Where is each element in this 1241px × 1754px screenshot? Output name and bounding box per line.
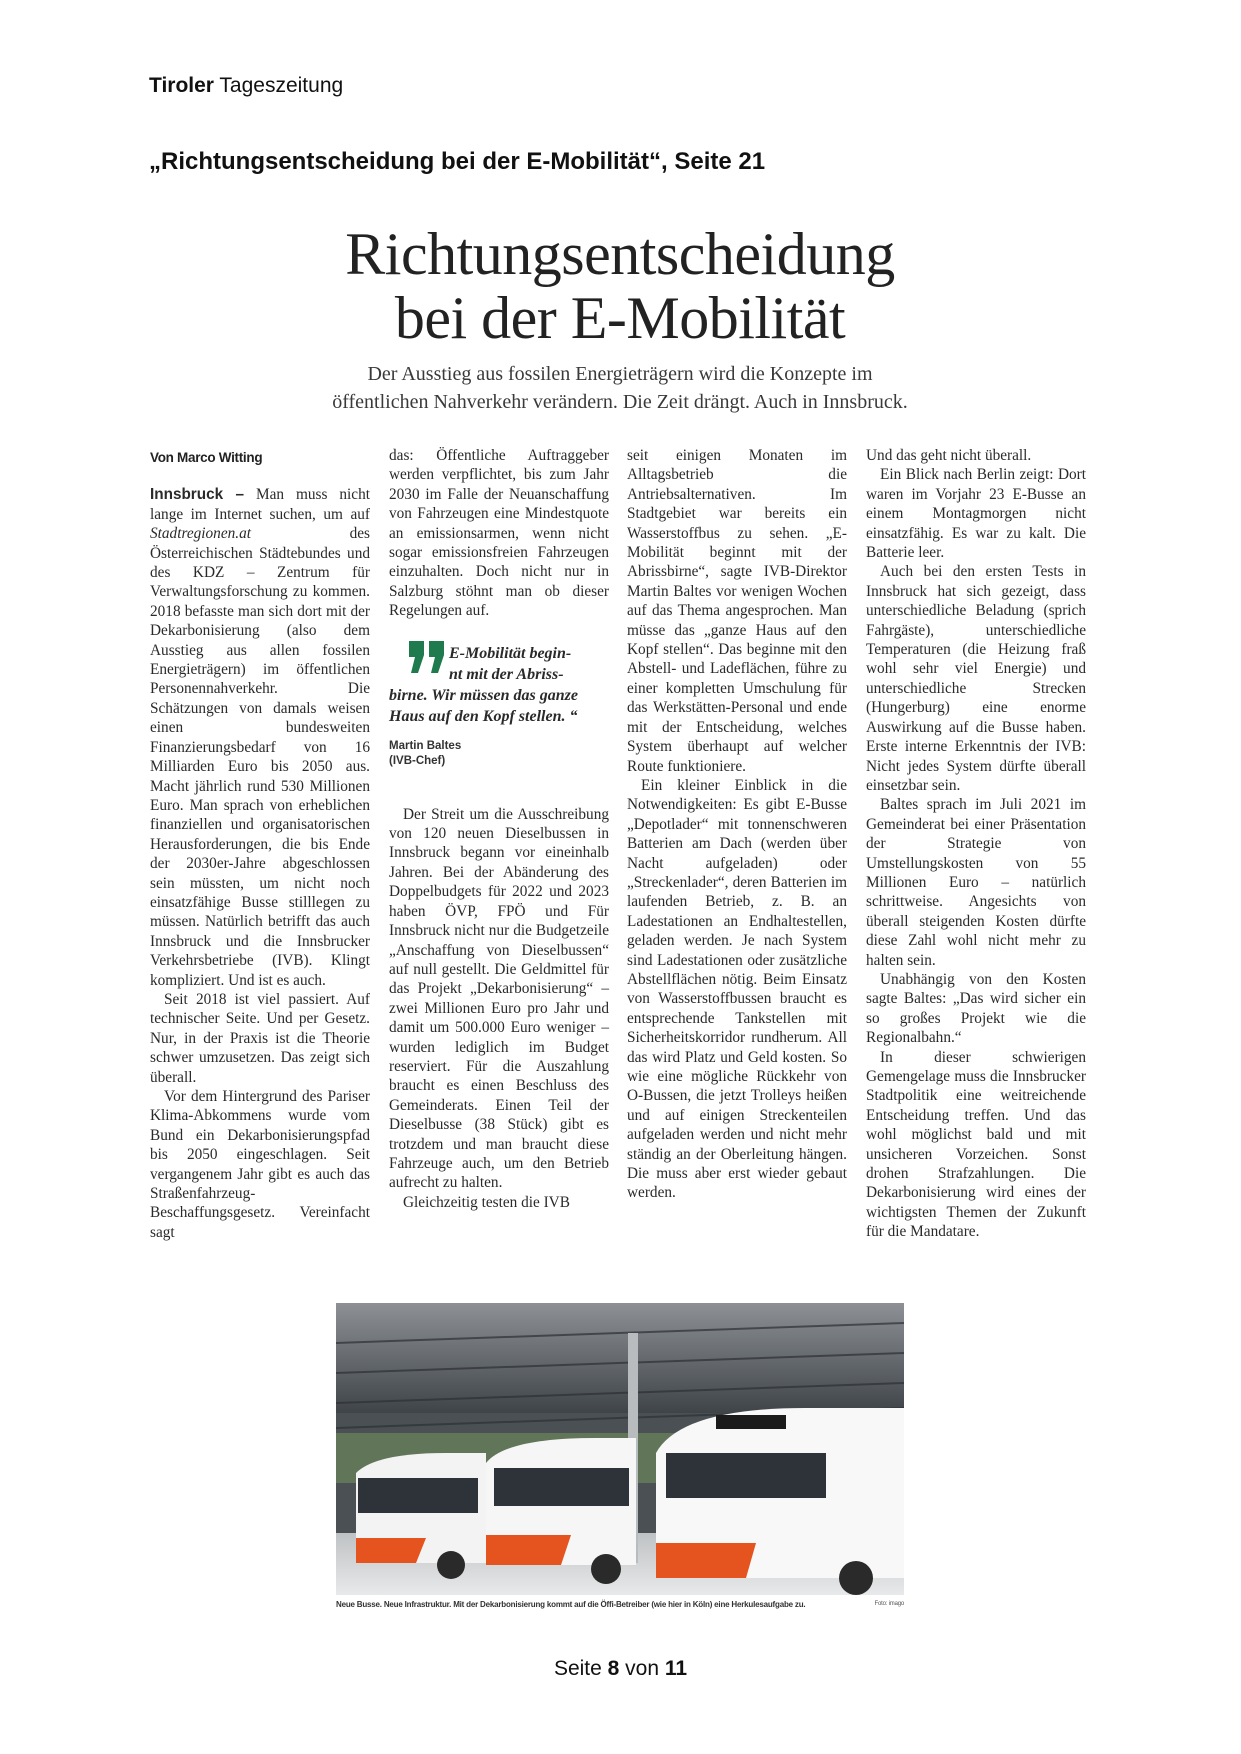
page-of-label: von (619, 1657, 665, 1680)
paragraph: Der Streit um die Ausschreibung von 120 neuen Dieselbussen in Innsbruck begann vor eineinhalb Jahren. Bei der Abänderung des Doppelbudgets für 2022 und 2023 haben ÖVP, FPÖ und Für Innsbruck nicht nur die Budgetzeile „Anschaffung von Dieselbussen“ auf null gestellt. Die Geldmittel für das Projekt „Dekarbonisierung“ – zwei Millionen Euro pro Jahr und damit um 500.000 Euro weniger – wurden lediglich im Budget reserviert. Für die Auszahlung braucht es einen Beschluss des Gemeinderats. Einen Teil der Dieselbusse (38 Stück) gibt es trotzdem und man braucht diese Fahrzeuge auch, um den Betrieb aufrecht zu halten. (389, 805, 609, 1192)
paragraph: seit einigen Monaten im Alltagsbetrieb die Antriebsalternativen. Im Stadtgebiet war bereits ein Wasserstoffbus zu sehen. „E-Mobilität beginnt mit der Abrissbirne“, sagte IVB-Direktor Martin Baltes vor wenigen Wochen auf das Thema angesprochen. Man müsse das „ganze Haus auf den Kopf stellen“. Das beginne mit den Abstell- und Ladeflächen, führe zu einer kompletten Umschulung für das Werkstätten-Personal und ende mit der Entscheidung, welches System überhaupt auf welcher Route funktioniere. (627, 447, 847, 775)
headline-line-2: bei der E-Mobilität (394, 285, 846, 351)
subheadline-line-2: öffentlichen Nahverkehr verändern. Die Zeit drängt. Auch in Innsbruck. (332, 391, 908, 413)
paragraph: das: Öffentliche Auftraggeber werden verpflichtet, bis zum Jahr 2030 im Falle der Neuanschaffung von Fahrzeugen eine Mindestquote an emissionsarmen, wenn nicht sogar emissionsfreien Fahrzeugen einzuhalten. Doch nicht nur in Salzburg stöhnt man ob dieser Regelungen auf. (389, 447, 609, 620)
pull-quote-line: E-Mobilität begin- (449, 644, 572, 662)
paragraph-text: Man muss nicht lange im Internet suchen, um auf (150, 486, 371, 523)
subheadline-line-1: Der Ausstieg aus fossilen Energieträgern wird die Konzepte im (367, 363, 873, 385)
paragraph: Unabhängig von den Kosten sagte Baltes: „Das wird sicher ein so großes Projekt wie die Regionalbahn.“ (866, 970, 1086, 1047)
article-reference: „Richtungsentscheidung bei der E-Mobilität“, Seite 21 (149, 148, 766, 175)
publication-name (149, 74, 343, 98)
pull-quote (389, 643, 609, 769)
pull-quote-line: nt mit der Abriss- (449, 665, 564, 683)
quote-author: Martin Baltes (389, 739, 462, 752)
byline: Von Marco Witting (150, 450, 263, 465)
bus-depot-illustration (336, 1303, 904, 1595)
article-column-4 (866, 446, 1086, 1242)
headline (250, 222, 990, 350)
page-label: Seite (553, 1657, 608, 1680)
paragraph: Baltes sprach im Juli 2021 im Gemeinderat bei einer Präsentation der Strategie von Umstellungskosten von 55 Millionen Euro – natürlich schrittweise. Angesichts von überall steigenden Kosten dürfte diese Zahl wohl nicht mehr zu halten sein. (866, 796, 1086, 969)
bus-shape (656, 1408, 904, 1595)
paragraph: In dieser schwierigen Gemengelage muss die Innsbrucker Stadtpolitik eine weitreichende Entscheidung treffen. Und das wohl möglichst bald und mit unsicheren Vorzeichen. Sonst drohen Strafzahlungen. Die Dekarbonisierung wird eines der wichtigsten Themen der Zukunft für die Mandatare. (866, 1048, 1086, 1241)
headline-line-1: Richtungsentscheidung (345, 221, 895, 287)
paragraph: Auch bei den ersten Tests in Innsbruck hat sich gezeigt, dass unterschiedliche Beladung (sprich Fahrgäste), unterschiedliche Temperaturen (die Heizung fraß wohl sehr viel Energie) und unterschiedliche Strecken (Hungerburg) eine enorme Auswirkung auf die Busse haben. Erste interne Erkenntnis der IVB: Nicht jedes System dürfte überall einsetzbar sein. (866, 563, 1086, 794)
publication-name-bold: Tiroler (149, 74, 214, 97)
quote-mark-icon (407, 639, 447, 675)
total-pages: 11 (664, 1657, 688, 1680)
current-page: 8 (607, 1657, 620, 1680)
article-column-2 (389, 446, 609, 1212)
quote-author-role: (IVB-Chef) (389, 754, 446, 767)
paragraph: Ein Blick nach Berlin zeigt: Dort waren im Vorjahr 23 E-Busse an einem Montagmorgen nicht einsatzfähig. Es war zu kalt. Die Batterie leer. (866, 466, 1086, 562)
paragraph: Gleichzeitig testen die IVB (403, 1193, 570, 1211)
article-photo (336, 1303, 904, 1595)
paragraph-text: des Österreichischen Städtebundes und des KDZ – Zentrum für Verwaltungsforschung zu kommen. 2018 befasste man sich dort mit der Dekarbonisierung (also dem Ausstieg aus allen fossilen Energieträgern) im öffentlichen Personennahverkehr. Die Schätzungen von damals weisen einen bundesweiten Finanzierungsbedarf von 16 Milliarden Euro bis 2050 aus. Macht jährlich rund 530 Millionen Euro. Man sprach von erheblichen finanziellen und organisatorischen Herausforderungen, die bis Ende der 2030er-Jahre abgeschlossen sein müssten, um nicht noch einsatzfähige Busse stilllegen zu müssen. Natürlich betrifft das auch Innsbruck und die Innsbrucker Verkehrsbetriebe (IVB). Klingt kompliziert. Und ist es auch. (150, 525, 370, 989)
bus-shape (356, 1453, 486, 1579)
pull-quote-line: birne. Wir müssen das ganze Haus auf den Kopf stellen. “ (389, 686, 578, 725)
article-column-1 (150, 446, 370, 1242)
paragraph: Ein kleiner Einblick in die Notwendigkeiten: Es gibt E-Busse „Depotlader“ mit tonnenschweren Batterien am Dach (werden über Nacht aufgeladen) oder „Streckenlader“, deren Batterien im laufenden Betrieb, z. B. an Ladestationen an Endhaltestellen, geladen werden. Je nach System sind Ladestationen oder zusätzliche Abstellflächen nötig. Beim Einsatz von Wasserstoffbussen braucht es entsprechende Tankstellen mit Sicherheitskorridor rundherum. All das wird Platz und Geld kosten. So wie eine mögliche Rückkehr von O-Bussen, die jetzt Trolleys heißen und auf einigen Streckenteilen aufgeladen werden und nicht mehr ständig an der Oberleitung hängen. Die muss aber erst wieder gebaut werden. (627, 776, 847, 1202)
publication-name-rest: Tageszeitung (213, 74, 344, 97)
website-name: Stadtregionen.at (150, 525, 251, 543)
bus-shape (486, 1438, 636, 1584)
photo-caption-text: Neue Busse. Neue Infrastruktur. Mit der Dekarbonisierung kommt auf die Öffi-Betreiber (wie hier in Köln) eine Herkulesaufgabe zu. (336, 1600, 806, 1609)
subheadline (260, 360, 980, 416)
photo-credit: Foto: imago (874, 1601, 904, 1607)
paragraph: Vor dem Hintergrund des Pariser Klima-Abkommens wurde vom Bund ein Dekarbonisierungspfad bis 2050 eingeschlagen. Seit vergangenem Jahr gibt es auch das Straßenfahrzeug-Beschaffungsgesetz. Vereinfacht sagt (150, 1088, 370, 1241)
paragraph: Seit 2018 ist viel passiert. Auf technischer Seite. Und per Gesetz. Nur, in der Praxis ist die Theorie schwer umzusetzen. Das zeigt sich überall. (150, 990, 370, 1086)
photo-caption (336, 1600, 904, 1609)
article-column-3 (627, 446, 847, 1203)
page-number (0, 1657, 1241, 1681)
dateline: Innsbruck – (150, 486, 245, 504)
paragraph: Und das geht nicht überall. (866, 447, 1032, 464)
pull-quote-attribution (389, 739, 609, 769)
paragraph (150, 485, 370, 990)
